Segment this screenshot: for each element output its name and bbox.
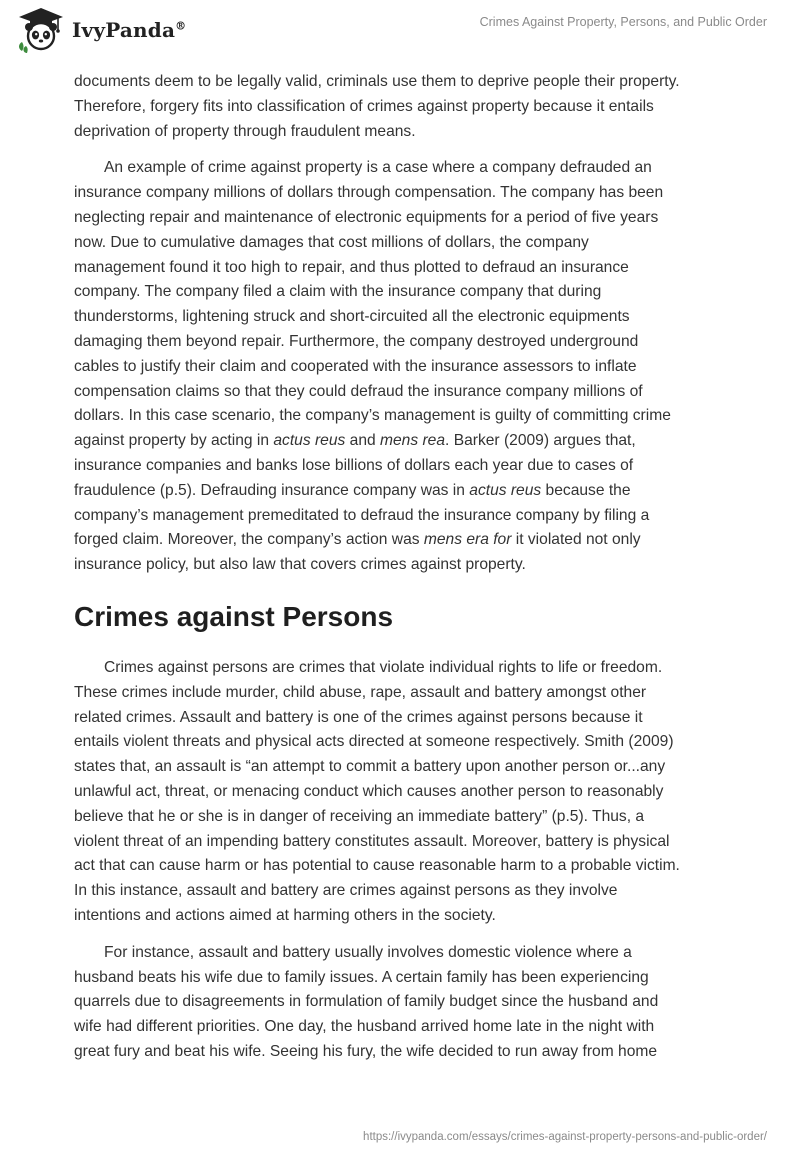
logo-wordmark: IvyPanda® xyxy=(72,18,187,42)
panda-graduate-icon xyxy=(16,6,66,54)
paragraph-domestic-violence-example: For instance, assault and battery usually involves domestic violence where a husband beats his wife due to family issues. A certain family has been experiencing quarrels due to disagreements in formulation of family budget since the husband and wife had different priorities. One day, the husband arrived home late in the night with great fury and beat his wife. Seeing his fury, the wife decided to run away from home xyxy=(74,943,659,1060)
paragraph-forgery-conclusion: documents deem to be legally valid, criminals use them to deprive people their property. Therefore, forgery fits into classification of crimes against property because it entails deprivation of property through fraudulent means. xyxy=(74,73,680,140)
section-heading-crimes-against-persons: Crimes against Persons xyxy=(74,600,394,632)
page-header xyxy=(0,0,800,64)
paragraph-property-example: An example of crime against property is a case where a company defrauded an insurance company millions of dollars through compensation. The company has been neglecting repair and maintenance of electronic equipments for a period of five years now. Due to cumulative damages that cost millions of dollars, the company management found it too high to repair, and thus plotted to defraud an insurance company. The company filed a claim with the insurance company that during thunderstorms, lightening struck and short-circuited all the electronic equipments damaging them beyond repair. Furthermore, the company destroyed underground cables to justify their claim and cooperated with the insurance assessors to inflate compensation claims so that they could defraud the insurance company millions of dollars. In this case scenario, the company’s management is guilty of committing crime against property by acting in actus reus and mens rea. Barker (2009) argues that, insurance companies and banks lose billions of dollars each year due to cases of fraudulence (p.5). Defrauding insurance company was in actus reus because the company’s management premeditated to defraud the insurance company by filing a forged claim. Moreover, the company’s action was mens era for it violated not only insurance policy, but also law that covers crimes against property. xyxy=(74,159,671,574)
document-title: Crimes Against Property, Persons, and Public Order xyxy=(479,15,767,29)
source-url-link[interactable]: https://ivypanda.com/essays/crimes-against-property-persons-and-public-order/ xyxy=(363,1131,767,1143)
paragraph-crimes-against-persons: Crimes against persons are crimes that violate individual rights to life or freedom. These crimes include murder, child abuse, rape, assault and battery amongst other related crimes. Assault and battery is one of the crimes against persons because it entails violent threats and physical acts directed at someone respectively. Smith (2009) states that, an assault is “an attempt to commit a battery upon another person or...any unlawful act, threat, or menacing conduct which causes another person to reasonably believe that he or she is in danger of receiving an immediate battery” (p.5). Thus, a violent threat of an impending battery constitutes assault. Moreover, battery is physical act that can cause harm or has potential to cause reasonable harm to a probable victim. In this instance, assault and battery are crimes against persons as they involve intentions and actions aimed at harming others in the society. xyxy=(74,658,680,924)
ivypanda-logo[interactable] xyxy=(16,6,186,54)
essay-content xyxy=(74,70,734,1077)
